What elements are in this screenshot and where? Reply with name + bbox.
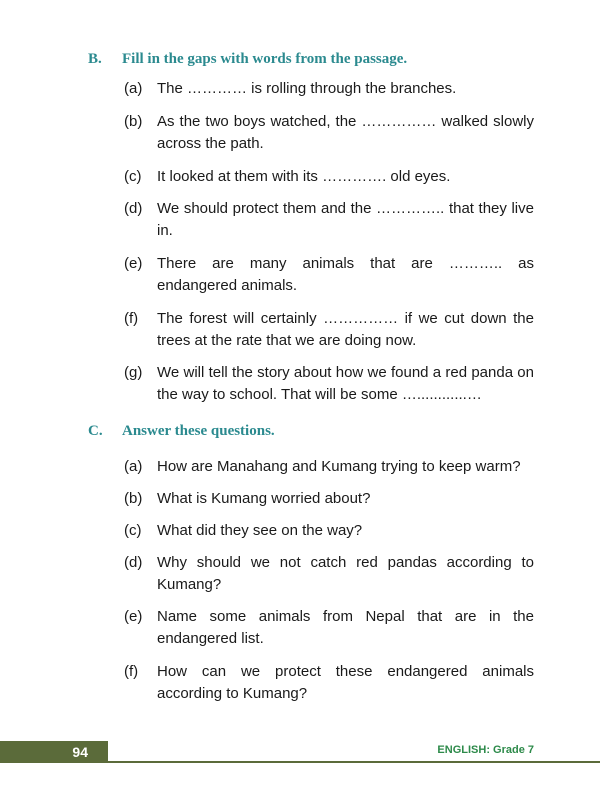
item-label: (b) (124, 490, 143, 507)
list-item (124, 308, 534, 352)
list-item (124, 456, 534, 478)
item-text: It looked at them with its …………. old eyes. (157, 168, 451, 185)
item-text: We will tell the story about how we found a red panda on the way to school. That will be some …............… (157, 364, 534, 403)
footer-divider (108, 761, 600, 763)
item-label: (e) (124, 255, 143, 272)
list-item (124, 111, 534, 155)
item-text: The ………… is rolling through the branches. (157, 80, 457, 97)
list-item (124, 362, 534, 406)
list-item (124, 253, 534, 297)
book-title: ENGLISH: Grade 7 (437, 744, 534, 756)
list-item (124, 198, 534, 242)
section-b-title: Fill in the gaps with words from the passage. (122, 51, 408, 67)
item-text: The forest will certainly …………… if we cut down the trees at the rate that we are doing now. (157, 310, 534, 349)
item-label: (a) (124, 80, 143, 97)
item-label: (c) (124, 522, 142, 539)
item-label: (e) (124, 608, 143, 625)
item-text: As the two boys watched, the …………… walked slowly across the path. (157, 113, 534, 152)
section-c-letter: C. (88, 423, 103, 439)
list-item (124, 606, 534, 650)
item-text: Why should we not catch red pandas according to Kumang? (157, 554, 534, 593)
item-text: There are many animals that are ……….. as endangered animals. (157, 255, 534, 294)
list-item (124, 78, 534, 100)
section-c-title: Answer these questions. (122, 423, 275, 439)
item-label: (a) (124, 458, 143, 475)
list-item (124, 520, 534, 542)
section-b-letter: B. (88, 51, 102, 67)
item-label: (f) (124, 310, 139, 327)
item-text: What did they see on the way? (157, 522, 363, 539)
item-label: (g) (124, 364, 143, 381)
item-label: (d) (124, 200, 143, 217)
item-label: (c) (124, 168, 142, 185)
page-number: 94 (0, 741, 108, 763)
item-text: We should protect them and the ………….. that they live in. (157, 200, 534, 239)
item-text: How can we protect these endangered animals according to Kumang? (157, 663, 534, 702)
list-item (124, 166, 534, 188)
item-text: How are Manahang and Kumang trying to keep warm? (157, 458, 521, 475)
item-text: What is Kumang worried about? (157, 490, 371, 507)
list-item (124, 552, 534, 596)
item-label: (d) (124, 554, 143, 571)
list-item (124, 488, 534, 510)
item-label: (f) (124, 663, 139, 680)
item-label: (b) (124, 113, 143, 130)
section-c-heading (88, 423, 275, 440)
section-b-heading (88, 51, 407, 68)
item-text: Name some animals from Nepal that are in the endangered list. (157, 608, 534, 647)
list-item (124, 661, 534, 705)
